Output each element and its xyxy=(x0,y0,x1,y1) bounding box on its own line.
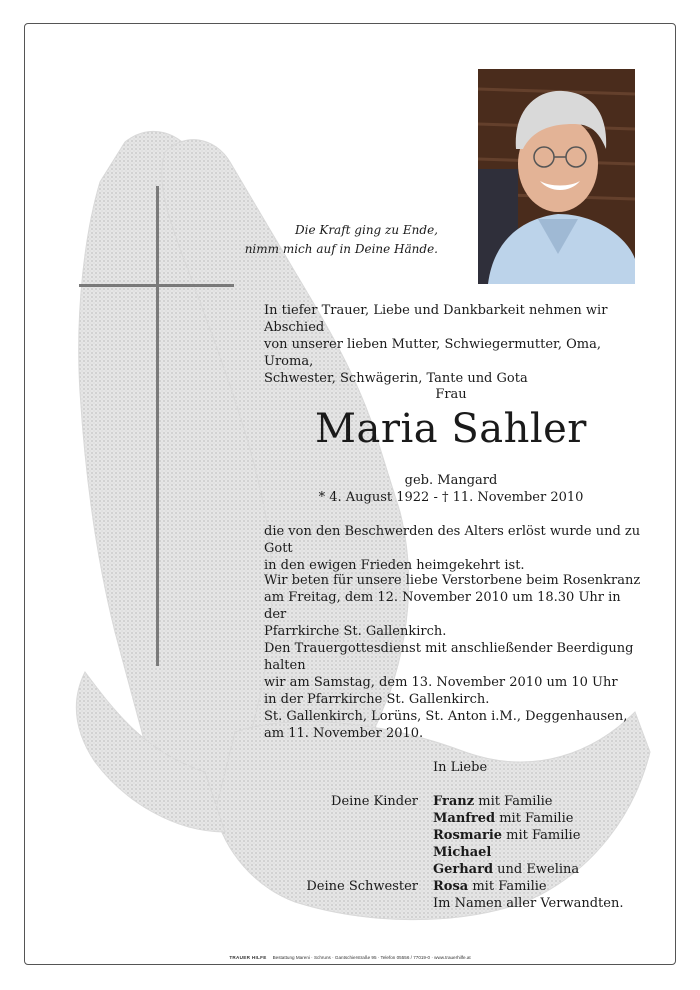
mourner-suffix: mit Familie xyxy=(495,811,574,826)
portrait-photo xyxy=(478,69,635,284)
footer-brand: TRAUER HILFE xyxy=(229,955,267,960)
footer xyxy=(0,955,700,960)
quote-line: nimm mich auf in Deine Hände. xyxy=(244,242,438,256)
place-date xyxy=(264,708,644,742)
paragraph-line: in den ewigen Frieden heimgekehrt ist. xyxy=(264,558,525,573)
intro-line: Schwester, Schwägerin, Tante und Gota xyxy=(264,371,528,386)
footer-text: Bestattung Mareni · Schruns · Gantschierstraße 95 · Telefon 05556 / 77019-0 · www.trauerhilfe.at xyxy=(272,955,471,960)
paragraph-funeral xyxy=(264,640,644,708)
mourner-entry xyxy=(433,878,623,895)
paragraph-line: die von den Beschwerden des Alters erlöst wurde und zu Gott xyxy=(264,524,641,556)
closing-line: Im Namen aller Verwandten. xyxy=(433,896,624,911)
place-line: am 11. November 2010. xyxy=(264,726,424,741)
mourner-entry xyxy=(433,861,623,878)
cross-horizontal-beam xyxy=(79,284,234,287)
mourner-suffix: mit Familie xyxy=(502,828,581,843)
paragraph-line: Pfarrkirche St. Gallenkirch. xyxy=(264,624,447,639)
mourner-suffix: und Ewelina xyxy=(493,862,580,877)
paragraph-peace xyxy=(264,523,644,574)
in-liebe: In Liebe xyxy=(433,760,488,775)
paragraph-line: wir am Samstag, dem 13. November 2010 um 10 Uhr xyxy=(264,675,618,690)
mourner-entry xyxy=(433,810,623,827)
quote xyxy=(178,221,438,259)
mourner-name: Gerhard xyxy=(433,862,494,877)
paragraph-line: am Freitag, dem 12. November 2010 um 18.30 Uhr in der xyxy=(264,590,621,622)
paragraph-rosary xyxy=(264,572,644,640)
maiden-name: geb. Mangard xyxy=(404,473,498,488)
mourner-name: Michael xyxy=(433,845,492,860)
quote-line: Die Kraft ging zu Ende, xyxy=(294,223,438,237)
paragraph-line: Den Trauergottesdienst mit anschließender Beerdigung halten xyxy=(264,641,634,673)
deceased-name: Maria Sahler xyxy=(315,406,587,452)
paragraph-line: Wir beten für unsere liebe Verstorbene beim Rosenkranz xyxy=(264,573,641,588)
salutation: Frau xyxy=(435,387,467,402)
cross-vertical-beam xyxy=(156,186,159,666)
intro-line: von unserer lieben Mutter, Schwiegermutter, Oma, Uroma, xyxy=(264,337,601,369)
children-label: Deine Kinder xyxy=(331,794,418,809)
mourner-suffix: mit Familie xyxy=(468,879,547,894)
mourners-list xyxy=(433,793,623,912)
siblings-label: Deine Schwester xyxy=(306,879,418,894)
mourner-entry xyxy=(433,793,623,810)
intro-text xyxy=(264,302,644,387)
life-dates: * 4. August 1922 - † 11. November 2010 xyxy=(318,490,584,505)
paragraph-line: in der Pfarrkirche St. Gallenkirch. xyxy=(264,692,490,707)
mourner-name: Manfred xyxy=(433,811,496,826)
mourner-entry xyxy=(433,844,623,861)
mourner-name: Rosa xyxy=(433,879,469,894)
mourner-entry xyxy=(433,827,623,844)
mourner-suffix: mit Familie xyxy=(474,794,553,809)
mourner-name: Rosmarie xyxy=(433,828,503,843)
place-line: St. Gallenkirch, Lorüns, St. Anton i.M., Deggenhausen, xyxy=(264,709,628,724)
mourner-name: Franz xyxy=(433,794,475,809)
intro-line: In tiefer Trauer, Liebe und Dankbarkeit nehmen wir Abschied xyxy=(264,303,608,335)
